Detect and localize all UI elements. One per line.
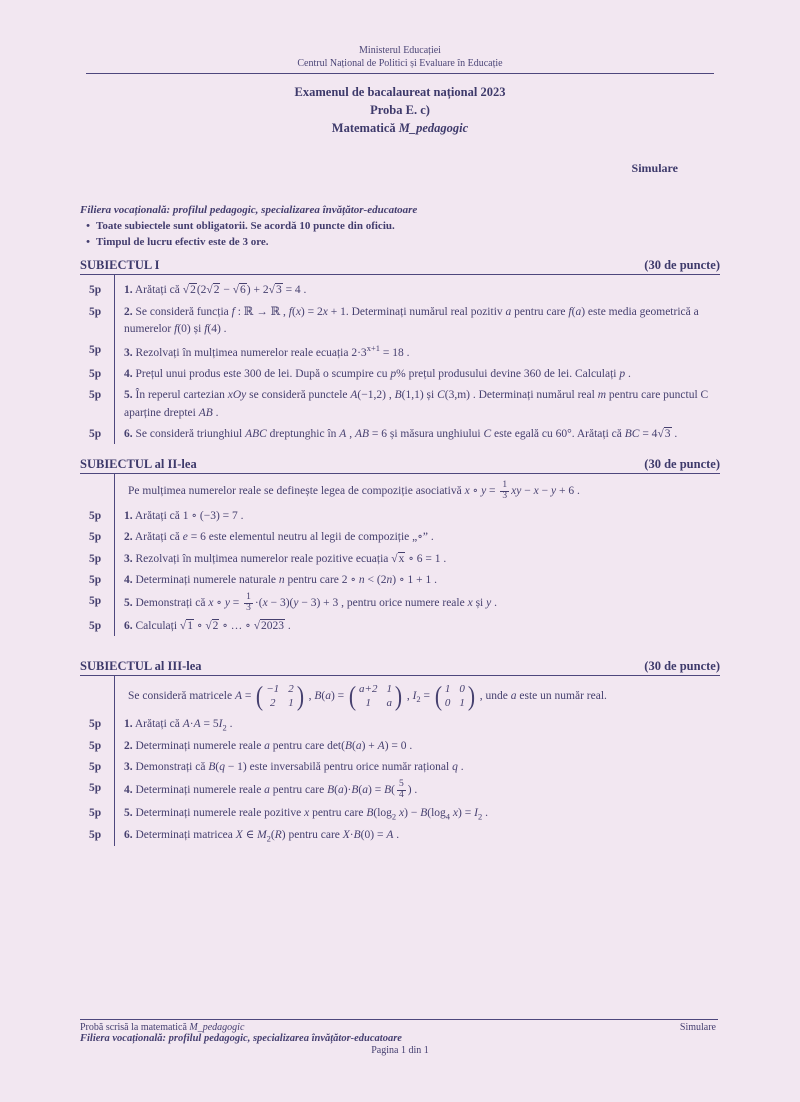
footer-exam-info: Probă scrisă la matematică M_pedagogic [80,1022,245,1033]
section2-points: (30 de puncte) [644,457,720,472]
problem-item [80,618,720,635]
points-label: 5p [89,284,102,297]
problem-number: 4. [124,784,133,797]
subject-name: M_pedagogic [398,121,469,136]
footer-divider [80,1019,718,1020]
points-divider-line [114,474,115,636]
points-label: 5p [89,761,102,773]
problem-number: 4. [124,368,133,381]
problem-item [80,759,720,776]
filiera-note: Filiera vocațională: profilul pedagogic, specializarea învățător-educatoare [80,204,418,217]
problem-item [80,508,720,525]
problem-text [114,508,720,525]
problem-number: 2. [124,531,133,544]
section1-items [80,275,720,447]
problem-text [114,618,720,635]
points-label: 5p [89,552,102,565]
problem-body: Arătați că √2(2√2 − √6) + 2√3 = 4 . [134,284,307,297]
variant-label: Simulare [631,161,678,176]
points-divider-line [114,275,115,444]
problem-text [114,572,720,589]
problem-item [80,366,720,383]
section2-intro: Pe mulțimea numerelor reale se definește legea de compoziție asociativă x ∘ y = $\frac{1}{3}$ xy − x − y + 6 . [128,480,580,502]
problem-body: Determinați numerele naturale n pentru care 2 ∘ n < (2n) ∘ 1 + 1 . [135,573,437,586]
points-label: 5p [89,595,102,608]
section2-items [80,474,720,639]
section3-intro: Se consideră matricele A = ( −1 2 2 1 ) , B(a) = ( a+2 1 1 a ) , $I_2$ = ( 1 0 0 1 ) , unde a este un număr real. [128,681,607,712]
problem-body: Determinați numerele reale pozitive x pentru care $B(\log_2$ $x) - B(\log_4$ $x) = I_2$ . [135,807,488,822]
problem-number: 2. [124,739,133,752]
problem-item [80,827,720,845]
ministry-line2: Centrul Național de Politici și Evaluare în Educație [297,58,503,69]
problem-number: 4. [124,573,133,586]
points-label: 5p [89,305,102,318]
bullet-icon: • [86,236,90,249]
footer-variant-label: Simulare [679,1022,716,1033]
section2-header [80,457,720,474]
problem-body: Rezolvați în mulțimea numerelor reale ecuația $2\cdot 3^{x+1} = 18$ . [135,343,410,359]
problem-number: 1. [124,510,133,523]
problem-text [114,805,720,823]
problem-item [80,304,720,339]
problem-body: Calculați √1 ∘ √2 ∘ … ∘ √2023 . [135,620,291,633]
points-divider-line [114,676,115,846]
problem-body: Arătați că $A\cdot A = 5I_2$ . [134,717,233,732]
points-label: 5p [89,620,102,633]
notice-bullet-1 [80,220,720,232]
problem-number: 6. [124,620,133,633]
problem-number: 3. [124,346,133,359]
problem-body: Arătați că e = 6 este elementul neutru al legii de compoziție „∘” . [134,531,434,544]
exam-subject [80,119,720,137]
ministry-line1: Ministerul Educației [359,45,441,56]
problem-item [80,780,720,801]
problem-body: Prețul unui produs este 300 de lei. După o scumpire cu p% prețul produsului devine 360 de lei. Calculați p . [135,368,631,381]
problem-number: 6. [124,427,133,440]
points-label: 5p [89,573,102,586]
footer-page-number: Pagina 1 din 1 [371,1045,429,1056]
problem-text [114,759,720,776]
section3-items [80,676,720,849]
problem-number: 5. [124,389,133,402]
bullet-icon: • [86,220,90,233]
problem-body: Determinați numerele reale a pentru care B(a)·B(a) = B( $\frac{5}{4}$ ) . [135,779,418,801]
section1-header [80,258,720,275]
problem-body: Determinați numerele reale a pentru care det(B(a) + A) = 0 . [135,739,413,752]
problem-number: 6. [124,829,133,842]
section2-title: SUBIECTUL al II-lea [80,457,197,472]
notice-text-1: Toate subiectele sunt obligatorii. Se acordă 10 puncte din oficiu. [96,220,395,233]
header-divider [86,73,714,74]
section1-points: (30 de puncte) [644,258,720,273]
problem-text [114,780,720,801]
problem-item [80,387,720,422]
problem-body: Arătați că 1 ∘ (−3) = 7 . [134,510,244,523]
problem-item [80,282,720,299]
problem-item [80,716,720,734]
subject-prefix: Matematică [331,121,399,136]
footer-filiera: Filiera vocațională: profilul pedagogic, specializarea învățător-educatoare [80,1033,402,1044]
problem-item [80,529,720,546]
problem-number: 5. [124,597,133,610]
notice-text-2: Timpul de lucru efectiv este de 3 ore. [96,236,269,249]
exam-proba: Proba E. c) [370,103,430,118]
problem-item [80,551,720,568]
points-label: 5p [89,829,102,842]
problem-body: Se consideră funcția f : ℝ → ℝ , f(x) = 2x + 1. Determinați numărul real pozitiv a pentru care f(a) este media geometrică a numerelor f(0) și f(4) . [124,305,699,335]
problem-item [80,593,720,614]
points-label: 5p [89,389,102,402]
problem-text [114,529,720,546]
section3-header [80,659,720,676]
points-label: 5p [89,807,102,820]
section3-title: SUBIECTUL al III-lea [80,659,202,674]
problem-text [114,716,720,734]
problem-body: Se consideră triunghiul ABC dreptunghic în A , AB = 6 și măsura unghiului C este egală cu 60°. Arătați că BC = 4√3 . [135,427,678,440]
problem-body: În reperul cartezian xOy se consideră punctele A(−1,2) , B(1,1) și C(3,m) . Determinați numărul real m pentru care punctul C aparține dreptei AB . [124,389,709,419]
problem-number: 5. [124,807,133,820]
problem-item [80,572,720,589]
problem-item [80,426,720,443]
problem-number: 3. [124,552,133,565]
exam-titles [80,83,720,137]
problem-text [114,738,720,755]
problem-body: Demonstrați că B(q − 1) este inversabilă pentru orice număr rațional q . [135,761,464,773]
points-label: 5p [89,782,102,795]
problem-text [114,426,720,443]
points-label: 5p [89,510,102,523]
notice-bullet-2 [80,236,720,248]
section1-title: SUBIECTUL I [80,258,160,273]
problem-number: 1. [124,284,133,297]
problem-body: Demonstrați că x ∘ y = $\frac{1}{3}$ ·(x − 3)(y − 3) + 3 , pentru orice numere reale x și y . [135,592,497,614]
problem-text [114,593,720,614]
problem-text [114,387,720,422]
problem-item [80,805,720,823]
exam-title: Examenul de bacalaureat național 2023 [294,85,506,99]
problem-item [80,738,720,755]
points-label: 5p [89,344,102,357]
problem-number: 3. [124,761,133,773]
problem-text [114,342,720,362]
problem-body: Rezolvați în mulțimea numerelor reale pozitive ecuația √x ∘ 6 = 1 . [135,552,447,565]
points-label: 5p [89,427,102,440]
section3-points: (30 de puncte) [644,659,720,674]
problem-number: 1. [124,717,133,730]
points-label: 5p [89,531,102,544]
problem-text [114,304,720,339]
problem-body: Determinați matricea X ∈ $M_2(R)$ pentru care X·B(0) = A . [135,829,400,844]
points-label: 5p [89,368,102,381]
points-label: 5p [89,739,102,752]
problem-text [114,282,720,299]
footer-row [80,1022,720,1033]
problem-item [80,342,720,362]
problem-text [114,551,720,568]
ministry-header [80,44,720,70]
footer [80,1019,720,1102]
points-label: 5p [89,717,102,730]
problem-number: 2. [124,305,133,318]
problem-text [114,827,720,845]
problem-text [114,366,720,383]
